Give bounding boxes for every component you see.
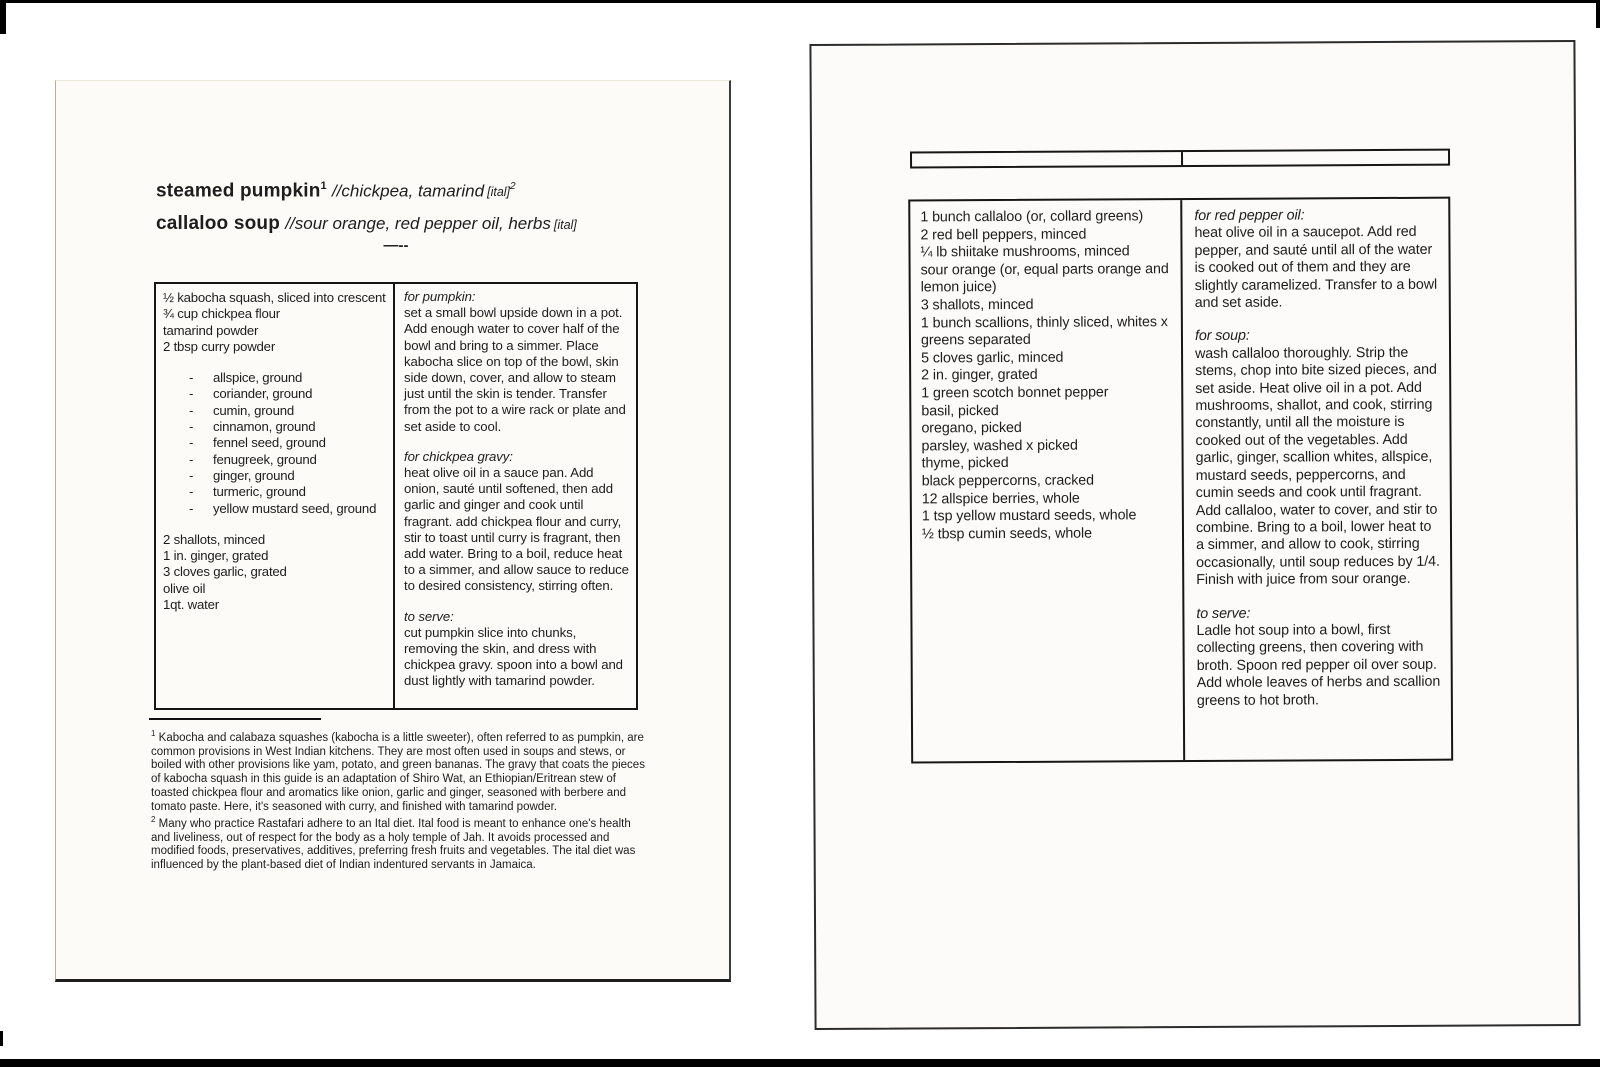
spice-line: [163, 501, 386, 517]
ingredient-line: 2 shallots, minced: [163, 531, 265, 547]
ingredient-line: olive oil: [163, 580, 206, 596]
footnote-separator-rule: [149, 718, 321, 720]
ingredient-line: parsley, washed x picked: [921, 437, 1078, 455]
footnote-text: Many who practice Rastafari adhere to an Ital diet. Ital food is meant to enhance one's health and liveliness, out of respect for the body as a holy temple of Jah. It avoids processed and modified foods, preservatives, additives, preferring fresh fruits and vegetables. The ital diet was influenced by the plant-based diet of Indian indentured servants in Jamaica.: [151, 817, 636, 872]
section-divider-dash: —--: [383, 237, 409, 254]
dash-bullet: -: [189, 451, 194, 467]
spice-name: yellow mustard seed, ground: [213, 500, 377, 516]
ingredient-line: 5 cloves garlic, minced: [921, 349, 1064, 367]
spice-line: [163, 468, 386, 484]
recipe-page-steamed-pumpkin: [55, 80, 731, 982]
ingredient-line: ½ kabocha squash, sliced into crescent: [163, 290, 386, 305]
ingredient-line: 12 allspice berries, whole: [921, 490, 1080, 507]
spice-line: [163, 419, 386, 435]
footnote-reference-2: 2: [510, 181, 516, 192]
ingredient-line: 1 bunch scallions, thinly sliced, whites x greens separated: [920, 313, 1168, 349]
spice-name: turmeric, ground: [213, 484, 306, 500]
ingredient-line: ¾ cup chickpea flour: [163, 306, 280, 322]
dash-bullet: -: [189, 500, 194, 516]
empty-header-table: [910, 149, 1450, 169]
footnote-2: [151, 813, 645, 873]
scan-frame-top-right-mark: [1596, 0, 1600, 28]
footnote-1: [151, 727, 645, 815]
ingredient-line: basil, picked: [921, 402, 999, 419]
instruction-section: [404, 609, 629, 690]
scan-frame-bottom-left-mark: [0, 1031, 3, 1046]
header-cell-left: [912, 152, 1183, 166]
instruction-body: heat olive oil in a saucepot. Add red pepper, and sauté until all of the water is cooked out of them and they are slightly caramelized. Transfer to a bowl and set aside.: [1194, 224, 1438, 312]
ingredient-line: 1qt. water: [163, 597, 219, 613]
spice-name: fenugreek, ground: [213, 451, 317, 467]
ingredient-line: 2 tbsp curry powder: [163, 338, 276, 354]
ingredient-line: 1 in. ginger, grated: [163, 548, 269, 564]
recipe-name-callaloo-soup: callaloo soup: [156, 213, 281, 235]
instruction-section: [1196, 604, 1441, 710]
instruction-heading: to serve:: [404, 608, 454, 624]
recipe-title-line-1: [156, 171, 577, 208]
dash-bullet: -: [189, 419, 194, 435]
instruction-section: [1194, 207, 1439, 313]
ingredient-line: 2 in. ginger, grated: [921, 367, 1038, 384]
dash-bullet: -: [189, 386, 194, 402]
instruction-heading: for chickpea gravy:: [404, 448, 513, 464]
dash-bullet: -: [189, 467, 194, 483]
instruction-heading: for soup:: [1194, 328, 1250, 345]
ingredient-line: tamarind powder: [163, 322, 259, 338]
ingredients-column: [910, 200, 1185, 761]
recipe-name-steamed-pumpkin: steamed pumpkin: [156, 180, 321, 202]
footnote-marker: 1: [151, 729, 156, 738]
dash-bullet: -: [189, 484, 194, 500]
footnote-marker: 2: [151, 815, 156, 824]
spice-line: [163, 484, 386, 500]
spice-name: ginger, ground: [213, 467, 295, 483]
spice-line: [163, 386, 386, 402]
spice-line: [163, 403, 386, 419]
ingredient-line: oregano, picked: [921, 420, 1022, 437]
recipe-table: [908, 197, 1453, 764]
scan-frame-bottom-edge: [0, 1059, 1600, 1067]
spice-line: [163, 370, 386, 386]
ital-annotation: [ital]: [553, 218, 577, 233]
ground-spice-list: [163, 370, 386, 517]
scan-frame-top-edge: [0, 0, 1600, 3]
spice-line: [163, 452, 386, 468]
footnote-text: Kabocha and calabaza squashes (kabocha is a little sweeter), often referred to as pumpkin, are common provisions in West Indian kitchens. They are most often used in soups and stews, or boiled with other provisions like yam, potato, and green bananas. The gravy that coats the pieces of kabocha squash in this guide is an adaptation of Shiro Wat, an Ethiopian/Eritrean stew of toasted chickpea flour and aromatics like onion, garlic and ginger, seasoned with berbere and tomato paste. Here, it's seasoned with curry, and finished with tamarind powder.: [151, 731, 645, 813]
dash-bullet: -: [189, 435, 194, 451]
spice-name: cinnamon, ground: [213, 419, 316, 435]
dash-bullet: -: [189, 402, 194, 418]
ingredient-line: 2 red bell peppers, minced: [920, 226, 1087, 244]
ingredient-line: 3 shallots, minced: [920, 296, 1034, 314]
instruction-section: [404, 449, 629, 595]
spice-name: cumin, ground: [213, 402, 294, 418]
instruction-body: set a small bowl upside down in a pot. Add enough water to cover half of the bowl and bring to a simmer. Place kabocha slice on top of the bowl, skin side down, cover, and allow to steam just until the skin is tender. Transfer from the pot to a wire rack or plate and set aside to cool.: [404, 305, 626, 434]
instruction-body: Ladle hot soup into a bowl, first collecting greens, then covering with broth. Spoon red pepper oil over soup. Add whole leaves of herbs and scallion greens to hot broth.: [1196, 621, 1441, 709]
instruction-body: heat olive oil in a sauce pan. Add onion, sauté until softened, then add garlic and ginger and cook until fragrant. add chickpea flour and curry, stir to toast until curry is fragrant, then add water. Bring to a boil, reduce heat to a simmer, and allow sauce to reduce to desired consistency, stirring often.: [404, 465, 629, 594]
recipe-title-block: [156, 171, 577, 241]
scan-frame-top-left-mark: [0, 0, 6, 34]
ingredient-line: sour orange (or, equal parts orange and lemon juice): [920, 260, 1169, 296]
ingredients-main-list: [163, 290, 386, 355]
instruction-heading: to serve:: [1196, 605, 1251, 622]
recipe-subtitle: //chickpea, tamarind: [331, 181, 485, 201]
ingredient-line: 1 tsp yellow mustard seeds, whole: [921, 507, 1137, 525]
spice-name: coriander, ground: [213, 386, 313, 402]
recipe-page-callaloo-soup: [809, 40, 1580, 1030]
ingredients-column: [156, 284, 395, 708]
ingredient-line: black peppercorns, cracked: [921, 472, 1094, 490]
ingredient-line: ½ tbsp cumin seeds, whole: [921, 525, 1092, 543]
ingredient-line: thyme, picked: [921, 455, 1009, 472]
ital-annotation: [ital]: [487, 185, 511, 200]
dash-bullet: -: [189, 370, 194, 386]
header-cell-right: [1183, 151, 1448, 165]
spice-name: fennel seed, ground: [213, 435, 326, 451]
recipe-table: [154, 282, 638, 710]
ingredients-aromatics-list: [163, 532, 386, 613]
instruction-section: [1195, 327, 1440, 589]
instructions-column: [1182, 199, 1451, 760]
instruction-body: wash callaloo thoroughly. Strip the stems, chop into bite sized pieces, and set aside. Heat olive oil in a pot. Add mushrooms, shallot, and cook, stirring constantly, until all the moisture is cooked out of the vegetables. Add garlic, ginger, scallion whites, allspice, mustard seeds, peppercorns, and cumin seeds and cook until fragrant. Add callaloo, water to cover, and stir to combine. Bring to a boil, lower heat to a simmer, and allow to cook, stirring occasionally, until soup reduces by 1/4. Finish with juice from sour orange.: [1195, 344, 1440, 589]
instruction-section: [404, 289, 629, 435]
footnote-reference-1: 1: [320, 180, 327, 192]
recipe-subtitle: //sour orange, red pepper oil, herbs: [285, 214, 551, 234]
instruction-body: cut pumpkin slice into chunks, removing the skin, and dress with chickpea gravy. spoon into a bowl and dust lightly with tamarind powder.: [404, 624, 623, 689]
spice-line: [163, 435, 386, 451]
spice-name: allspice, ground: [213, 370, 303, 386]
ingredient-line: 3 cloves garlic, grated: [163, 564, 287, 580]
instructions-column: [395, 284, 636, 708]
instruction-heading: for red pepper oil:: [1194, 207, 1305, 224]
instruction-heading: for pumpkin:: [404, 289, 476, 304]
ingredient-line: 1 green scotch bonnet pepper: [921, 384, 1109, 402]
ingredient-line: 1 bunch callaloo (or, collard greens): [920, 208, 1144, 226]
ingredient-line: ¼ lb shiitake mushrooms, minced: [920, 243, 1130, 261]
